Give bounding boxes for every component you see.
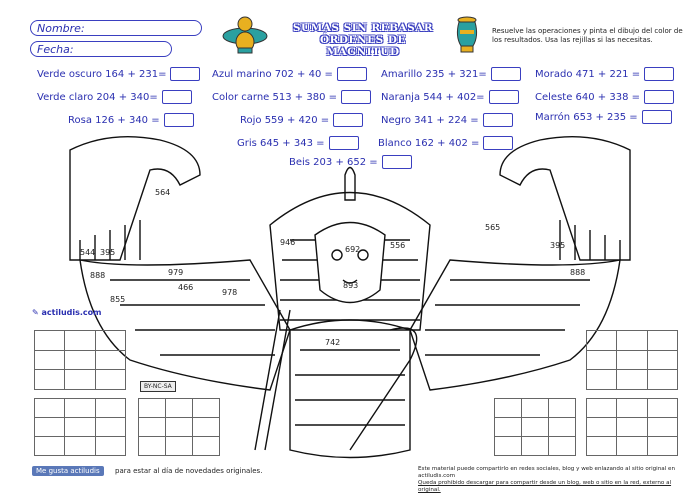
crook-outline bbox=[350, 328, 417, 450]
answer-box[interactable] bbox=[162, 90, 192, 104]
drawing-number: 946 bbox=[280, 238, 296, 247]
license-badge[interactable]: BY-NC-SA bbox=[140, 381, 176, 392]
operation-amarillo: Amarillo 235 + 321= bbox=[381, 67, 521, 81]
footer-notice: Este material puede compartirlo en redes sociales, blog y web enlazando al sitio original en actiludis.com Queda prohibido descargar para compartir desde un blog, web o sitio en la red, externo al original. bbox=[418, 466, 676, 493]
drawing-number: 978 bbox=[222, 288, 238, 297]
pencil-icon: ✎ bbox=[32, 308, 42, 317]
operation-rosa: Rosa 126 + 340 = bbox=[68, 113, 194, 127]
drawing-number: 564 bbox=[155, 188, 171, 197]
scratch-grid bbox=[34, 398, 126, 456]
drawing-number: 544 bbox=[80, 248, 96, 257]
drawing-number: 556 bbox=[390, 241, 406, 250]
answer-box[interactable] bbox=[341, 90, 371, 104]
drawing-number: 466 bbox=[178, 283, 194, 292]
name-field[interactable]: Nombre: bbox=[30, 20, 202, 36]
operation-rojo: Rojo 559 + 420 = bbox=[240, 113, 363, 127]
drawing-number: 395 bbox=[100, 248, 116, 257]
answer-box[interactable] bbox=[642, 110, 672, 124]
scratch-grid bbox=[138, 398, 220, 456]
operation-blanco: Blanco 162 + 402 = bbox=[378, 136, 513, 150]
flail-outline bbox=[255, 310, 290, 450]
drawing-number: 395 bbox=[550, 241, 566, 250]
answer-box[interactable] bbox=[170, 67, 200, 81]
operation-verde-claro: Verde claro 204 + 340= bbox=[37, 90, 192, 104]
answer-box[interactable] bbox=[491, 67, 521, 81]
site-logo[interactable]: ✎ actiludis.com bbox=[32, 308, 102, 317]
instructions-text: Resuelve las operaciones y pinta el dibujo del color de los resultados. Usa las rejillas si las necesitas. bbox=[492, 27, 683, 44]
answer-box[interactable] bbox=[644, 67, 674, 81]
answer-box[interactable] bbox=[333, 113, 363, 127]
drawing-number: 979 bbox=[168, 268, 184, 277]
scratch-grid bbox=[586, 330, 678, 390]
drawing-number: 893 bbox=[343, 281, 359, 290]
operation-negro: Negro 341 + 224 = bbox=[381, 113, 513, 127]
operation-gris: Gris 645 + 343 = bbox=[237, 136, 359, 150]
drawing-number: 888 bbox=[570, 268, 586, 277]
operation-verde-oscuro: Verde oscuro 164 + 231= bbox=[37, 67, 200, 81]
date-field[interactable]: Fecha: bbox=[30, 41, 172, 57]
scratch-grid bbox=[494, 398, 576, 456]
drawing-number: 855 bbox=[110, 295, 126, 304]
scratch-grid bbox=[34, 330, 126, 390]
answer-box[interactable] bbox=[489, 90, 519, 104]
vase-icon bbox=[453, 16, 481, 54]
drawing-number: 565 bbox=[485, 223, 501, 232]
answer-box[interactable] bbox=[164, 113, 194, 127]
scarab-icon bbox=[220, 14, 270, 54]
operation-beis: Beis 203 + 652 = bbox=[289, 155, 412, 169]
answer-box[interactable] bbox=[483, 113, 513, 127]
operation-marron: Marrón 653 + 235 = bbox=[535, 110, 672, 124]
drawing-number: 888 bbox=[90, 271, 106, 280]
operation-azul-marino: Azul marino 702 + 40 = bbox=[212, 67, 367, 81]
operation-morado: Morado 471 + 221 = bbox=[535, 67, 674, 81]
answer-box[interactable] bbox=[337, 67, 367, 81]
body-outline bbox=[290, 320, 410, 458]
operation-naranja: Naranja 544 + 402= bbox=[381, 90, 519, 104]
operation-color-carne: Color carne 513 + 380 = bbox=[212, 90, 371, 104]
page-title: SUMAS SIN REBASAR ÓRDENES DE MAGNITUD bbox=[292, 22, 434, 58]
like-button[interactable]: Me gusta actiludis bbox=[32, 466, 104, 476]
drawing-number: 692 bbox=[345, 245, 361, 254]
like-caption: para estar al día de novedades originales. bbox=[115, 467, 263, 475]
scratch-grid bbox=[586, 398, 678, 456]
operation-celeste: Celeste 640 + 338 = bbox=[535, 90, 674, 104]
answer-box[interactable] bbox=[644, 90, 674, 104]
left-falcon-outline bbox=[70, 137, 200, 260]
face-outline bbox=[315, 223, 385, 303]
cobra-outline bbox=[345, 168, 355, 201]
drawing-number: 742 bbox=[325, 338, 341, 347]
